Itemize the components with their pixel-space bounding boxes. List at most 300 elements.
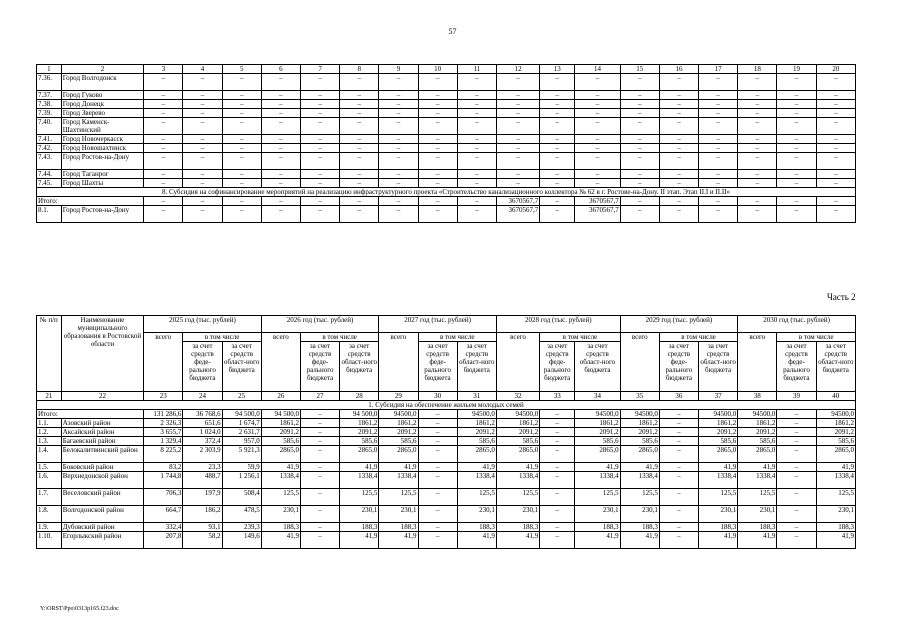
column-number: 36 (659, 392, 698, 401)
dash-cell: – (144, 118, 183, 135)
value-cell: – (300, 446, 339, 463)
value-cell: – (777, 472, 816, 489)
section-title: 8. Субсидия на софинансирование мероприятий на реализацию инфраструктурного проекта «Строительство канализационного коллектора № 62 в г. Ростове-на-Дону. II этап. Этап II.I и II.II» (37, 188, 856, 197)
row-name: Белокалитвинский район (61, 446, 143, 463)
value-cell: 8 225,2 (144, 446, 183, 463)
dash-cell: – (340, 144, 379, 153)
dash-cell: – (738, 100, 777, 109)
header-total: всего (144, 333, 183, 392)
value-cell: – (777, 419, 816, 428)
row-number: 1.6. (37, 472, 62, 489)
dash-cell: – (261, 118, 300, 135)
row-name: Азовский район (61, 419, 143, 428)
value-cell: 41,9 (340, 532, 379, 549)
dash-cell: – (457, 118, 496, 135)
value-cell: – (777, 523, 816, 532)
dash-cell: – (816, 144, 855, 153)
row-number: 7.44. (37, 170, 62, 179)
column-number: 17 (699, 65, 738, 74)
value-cell: 188,3 (575, 523, 620, 532)
header-year: 2027 год (тыс. рублей) (379, 316, 497, 333)
value-cell: 2091,2 (620, 428, 659, 437)
dash-cell: – (575, 170, 620, 179)
dash-cell: – (222, 197, 261, 206)
dash-cell: – (777, 118, 816, 135)
value-cell: 41,9 (816, 532, 855, 549)
dash-cell: – (222, 109, 261, 118)
row-name: Егорлыкский район (61, 532, 143, 549)
column-number: 26 (261, 392, 300, 401)
table-row (37, 506, 856, 523)
value-cell: 41,9 (379, 532, 418, 549)
value-cell: 41,9 (699, 532, 738, 549)
value-cell: 93,1 (183, 523, 222, 532)
column-number: 6 (261, 65, 300, 74)
dash-cell: – (222, 179, 261, 188)
dash-cell: – (301, 170, 340, 179)
value-cell: – (418, 523, 457, 532)
header-year: 2026 год (тыс. рублей) (261, 316, 379, 333)
column-number: 13 (540, 65, 575, 74)
dash-cell: – (620, 153, 659, 170)
table-row (37, 437, 856, 446)
dash-cell: – (301, 144, 340, 153)
dash-cell: – (816, 170, 855, 179)
table-row (37, 206, 856, 223)
value-cell: – (300, 532, 339, 549)
dash-cell: – (575, 153, 620, 170)
value-cell: – (777, 437, 816, 446)
value-cell: 1338,4 (457, 472, 496, 489)
dash-cell: – (261, 197, 300, 206)
header-regional: за счет средств област-ного бюджета (457, 342, 496, 392)
dash-cell: – (816, 118, 855, 135)
dash-cell: – (575, 135, 620, 144)
row-number: 7.38. (37, 100, 62, 109)
header-total: всего (738, 333, 777, 392)
row-number: 7.41. (37, 135, 62, 144)
row-number: 7.40. (37, 118, 62, 135)
value-cell: – (418, 532, 457, 549)
value-cell: – (418, 446, 457, 463)
value-cell: 230,1 (457, 506, 496, 523)
dash-cell: – (144, 179, 183, 188)
dash-cell: – (777, 109, 816, 118)
dash-cell: – (738, 144, 777, 153)
row-name: Город Волгодонск (61, 74, 144, 91)
dash-cell: – (620, 179, 659, 188)
value-cell: 1338,4 (575, 472, 620, 489)
dash-cell: – (699, 144, 738, 153)
value-cell: – (418, 489, 457, 506)
dash-cell: – (144, 135, 183, 144)
value-cell: – (418, 472, 457, 489)
value-cell: 3670567,7 (496, 206, 539, 223)
dash-cell: – (418, 91, 457, 100)
table-row (37, 74, 856, 91)
column-number: 1 (37, 65, 62, 74)
value-cell: 1861,2 (340, 419, 379, 428)
dash-cell: – (738, 109, 777, 118)
value-cell: – (777, 506, 816, 523)
dash-cell: – (699, 170, 738, 179)
dash-cell: – (816, 100, 855, 109)
table-row (37, 100, 856, 109)
value-cell: 188,3 (620, 523, 659, 532)
dash-cell: – (457, 197, 496, 206)
dash-cell: – (540, 170, 575, 179)
dash-cell: – (540, 109, 575, 118)
dash-cell: – (738, 206, 777, 223)
dash-cell: – (777, 144, 816, 153)
value-cell: 585,6 (261, 437, 300, 446)
value-cell: 230,1 (496, 506, 539, 523)
dash-cell: – (620, 109, 659, 118)
row-name: Веселовский район (61, 489, 143, 506)
table-row (37, 463, 856, 472)
dash-cell: – (777, 206, 816, 223)
dash-cell: – (144, 74, 183, 91)
value-cell: 230,1 (738, 506, 777, 523)
dash-cell: – (816, 153, 855, 170)
dash-cell: – (659, 91, 698, 100)
value-cell: 41,9 (457, 532, 496, 549)
row-name: Багаевский район (61, 437, 143, 446)
row-name: Город Зверево (61, 109, 144, 118)
value-cell: – (418, 428, 457, 437)
value-cell: – (300, 489, 339, 506)
column-number: 18 (738, 65, 777, 74)
dash-cell: – (540, 74, 575, 91)
value-cell: – (659, 523, 698, 532)
row-number: 1.10. (37, 532, 62, 549)
dash-cell: – (659, 179, 698, 188)
value-cell: 664,7 (144, 506, 183, 523)
value-cell: 508,4 (222, 489, 261, 506)
dash-cell: – (379, 179, 418, 188)
dash-cell: – (699, 135, 738, 144)
table-row (37, 91, 856, 100)
row-number: 1.7. (37, 489, 62, 506)
value-cell: 488,7 (183, 472, 222, 489)
dash-cell: – (540, 135, 575, 144)
dash-cell: – (620, 144, 659, 153)
dash-cell: – (418, 100, 457, 109)
value-cell: – (300, 437, 339, 446)
row-number: 1.2. (37, 428, 62, 437)
dash-cell: – (222, 74, 261, 91)
dash-cell: – (457, 74, 496, 91)
table-row (37, 170, 856, 179)
section-row (37, 401, 856, 410)
dash-cell: – (699, 153, 738, 170)
table-row (37, 144, 856, 153)
value-cell: – (659, 446, 698, 463)
dash-cell: – (222, 118, 261, 135)
table-row (37, 109, 856, 118)
value-cell: 125,5 (620, 489, 659, 506)
column-number: 21 (37, 392, 62, 401)
dash-cell: – (457, 100, 496, 109)
value-cell: 41,9 (738, 532, 777, 549)
value-cell: – (300, 410, 339, 419)
value-cell: 125,5 (699, 489, 738, 506)
value-cell: – (418, 506, 457, 523)
dash-cell: – (183, 118, 222, 135)
dash-cell: – (261, 109, 300, 118)
value-cell: 2865,0 (738, 446, 777, 463)
value-cell: 706,3 (144, 489, 183, 506)
row-name: Дубовский район (61, 523, 143, 532)
value-cell: 230,1 (620, 506, 659, 523)
column-number: 39 (777, 392, 816, 401)
value-cell: 2091,2 (457, 428, 496, 437)
table-row (37, 446, 856, 463)
column-number: 11 (457, 65, 496, 74)
value-cell: 94500,0 (457, 410, 496, 419)
dash-cell: – (379, 135, 418, 144)
row-name: Город Ростов-на-Дону (61, 206, 144, 223)
value-cell: – (540, 446, 575, 463)
dash-cell: – (496, 100, 539, 109)
value-cell: 230,1 (816, 506, 855, 523)
dash-cell: – (340, 153, 379, 170)
value-cell: 585,6 (699, 437, 738, 446)
dash-cell: – (496, 179, 539, 188)
value-cell: 3670567,7 (575, 206, 620, 223)
dash-cell: – (777, 197, 816, 206)
section-title: 1. Субсидия на обеспечение жильем молодых семей (37, 401, 856, 410)
dash-cell: – (620, 74, 659, 91)
value-cell: 1861,2 (575, 419, 620, 428)
row-name: Город Новошахтинск (61, 144, 144, 153)
value-cell: 94500,0 (816, 410, 855, 419)
value-cell: 188,3 (261, 523, 300, 532)
dash-cell: – (340, 197, 379, 206)
value-cell: 957,0 (222, 437, 261, 446)
value-cell: – (659, 463, 698, 472)
value-cell: 41,9 (816, 463, 855, 472)
header-regional: за счет средств област-ного бюджета (575, 342, 620, 392)
value-cell: – (540, 437, 575, 446)
dash-cell: – (222, 135, 261, 144)
row-name: Боковский район (61, 463, 143, 472)
dash-cell: – (222, 91, 261, 100)
value-cell: 1861,2 (496, 419, 539, 428)
value-cell: – (777, 463, 816, 472)
dash-cell: – (575, 109, 620, 118)
dash-cell: – (261, 74, 300, 91)
dash-cell: – (496, 74, 539, 91)
dash-cell: – (261, 91, 300, 100)
value-cell: 41,9 (738, 463, 777, 472)
value-cell: 94 500,0 (340, 410, 379, 419)
column-number: 29 (379, 392, 418, 401)
row-number: 8.1. (37, 206, 62, 223)
value-cell: – (777, 446, 816, 463)
dash-cell: – (699, 91, 738, 100)
header-total: всего (620, 333, 659, 392)
dash-cell: – (183, 144, 222, 153)
column-number: 5 (222, 65, 261, 74)
dash-cell: – (496, 170, 539, 179)
dash-cell: – (457, 179, 496, 188)
value-cell: 2865,0 (496, 446, 539, 463)
value-cell: 125,5 (457, 489, 496, 506)
column-number: 4 (183, 65, 222, 74)
dash-cell: – (301, 206, 340, 223)
table-row (37, 532, 856, 549)
value-cell: – (540, 472, 575, 489)
total-label: Итого: (37, 197, 144, 206)
dash-cell: – (457, 170, 496, 179)
header-year: 2025 год (тыс. рублей) (144, 316, 262, 333)
dash-cell: – (620, 118, 659, 135)
dash-cell: – (183, 135, 222, 144)
dash-cell: – (340, 179, 379, 188)
value-cell: 585,6 (738, 437, 777, 446)
dash-cell: – (816, 179, 855, 188)
column-number: 25 (222, 392, 261, 401)
value-cell: 2091,2 (340, 428, 379, 437)
dash-cell: – (659, 197, 698, 206)
value-cell: 41,9 (699, 463, 738, 472)
header-total: всего (261, 333, 300, 392)
dash-cell: – (379, 153, 418, 170)
dash-cell: – (340, 109, 379, 118)
value-cell: – (300, 506, 339, 523)
column-number: 23 (144, 392, 183, 401)
value-cell: 2865,0 (575, 446, 620, 463)
value-cell: – (777, 428, 816, 437)
value-cell: 1338,4 (379, 472, 418, 489)
table-row (37, 428, 856, 437)
column-number: 31 (457, 392, 496, 401)
dash-cell: – (301, 135, 340, 144)
row-number: 1.9. (37, 523, 62, 532)
value-cell: 1861,2 (261, 419, 300, 428)
header-including: в том числе (418, 333, 496, 342)
dash-cell: – (144, 144, 183, 153)
row-number: 1.3. (37, 437, 62, 446)
value-cell: – (659, 410, 698, 419)
header-regional: за счет средств област-ного бюджета (222, 342, 261, 392)
row-number: 7.36. (37, 74, 62, 91)
value-cell: 1861,2 (457, 419, 496, 428)
dash-cell: – (340, 74, 379, 91)
dash-cell: – (379, 91, 418, 100)
value-cell: 125,5 (738, 489, 777, 506)
header-total: всего (379, 333, 418, 392)
value-cell: 94500,0 (379, 410, 418, 419)
table-part1 (36, 64, 856, 223)
value-cell: 2091,2 (816, 428, 855, 437)
value-cell: 230,1 (575, 506, 620, 523)
dash-cell: – (540, 144, 575, 153)
header-regional: за счет средств област-ного бюджета (340, 342, 379, 392)
value-cell: 3670567,7 (575, 197, 620, 206)
value-cell: 186,2 (183, 506, 222, 523)
dash-cell: – (340, 100, 379, 109)
dash-cell: – (699, 197, 738, 206)
value-cell: – (540, 532, 575, 549)
value-cell: – (418, 419, 457, 428)
dash-cell: – (699, 109, 738, 118)
value-cell: 83,2 (144, 463, 183, 472)
header-federal: за счет средств феде-рального бюджета (659, 342, 698, 392)
header-federal: за счет средств феде-рального бюджета (300, 342, 339, 392)
value-cell: 197,9 (183, 489, 222, 506)
value-cell: 1338,4 (340, 472, 379, 489)
dash-cell: – (816, 135, 855, 144)
column-number: 2 (61, 65, 144, 74)
value-cell: 41,9 (496, 532, 539, 549)
value-cell: 230,1 (340, 506, 379, 523)
value-cell: – (659, 428, 698, 437)
header-row (37, 316, 856, 333)
dash-cell: – (379, 100, 418, 109)
value-cell: – (540, 419, 575, 428)
value-cell: 1338,4 (496, 472, 539, 489)
dash-cell: – (222, 170, 261, 179)
dash-cell: – (340, 118, 379, 135)
header-row (37, 333, 856, 342)
table-row (37, 135, 856, 144)
dash-cell: – (738, 179, 777, 188)
dash-cell: – (699, 118, 738, 135)
dash-cell: – (457, 135, 496, 144)
dash-cell: – (699, 74, 738, 91)
value-cell: 1 256,1 (222, 472, 261, 489)
value-cell: 585,6 (575, 437, 620, 446)
dash-cell: – (418, 135, 457, 144)
value-cell: 230,1 (699, 506, 738, 523)
column-number: 32 (496, 392, 539, 401)
value-cell: – (659, 532, 698, 549)
dash-cell: – (659, 100, 698, 109)
dash-cell: – (659, 74, 698, 91)
value-cell: – (300, 472, 339, 489)
value-cell: 230,1 (261, 506, 300, 523)
value-cell: – (418, 410, 457, 419)
value-cell: 2865,0 (457, 446, 496, 463)
dash-cell: – (379, 118, 418, 135)
value-cell: 585,6 (457, 437, 496, 446)
dash-cell: – (301, 197, 340, 206)
value-cell: 125,5 (340, 489, 379, 506)
value-cell: – (659, 419, 698, 428)
value-cell: – (777, 489, 816, 506)
dash-cell: – (418, 206, 457, 223)
dash-cell: – (659, 153, 698, 170)
dash-cell: – (261, 153, 300, 170)
value-cell: 1861,2 (379, 419, 418, 428)
dash-cell: – (496, 109, 539, 118)
value-cell: 5 921,3 (222, 446, 261, 463)
value-cell: 2 303,9 (183, 446, 222, 463)
dash-cell: – (418, 153, 457, 170)
dash-cell: – (418, 170, 457, 179)
column-number: 35 (620, 392, 659, 401)
dash-cell: – (418, 144, 457, 153)
row-name: Город Шахты (61, 179, 144, 188)
table-row (37, 489, 856, 506)
value-cell: – (540, 506, 575, 523)
table-row (37, 118, 856, 135)
value-cell: 585,6 (816, 437, 855, 446)
dash-cell: – (777, 91, 816, 100)
value-cell: 58,2 (183, 532, 222, 549)
